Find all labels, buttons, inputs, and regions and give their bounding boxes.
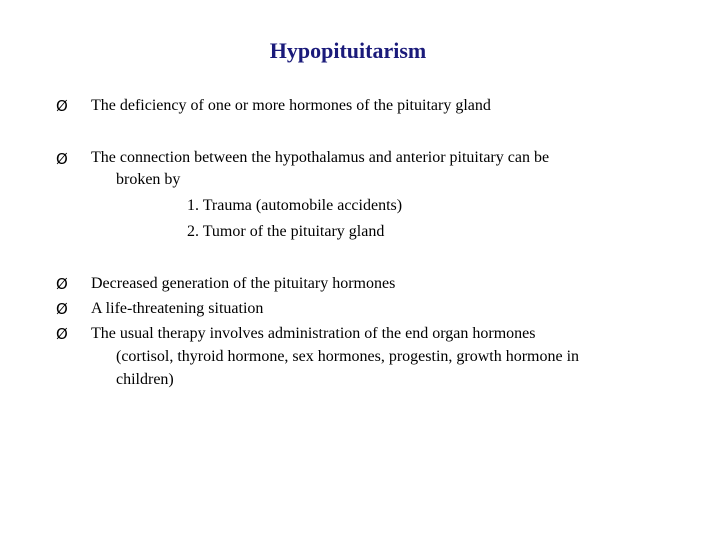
bullet-text: The usual therapy involves administration of the end organ hormones: [91, 325, 536, 342]
bullet-text: A life-threatening situation: [91, 300, 264, 317]
bullet-text: The connection between the hypothalamus and anterior pituitary can be: [91, 149, 550, 166]
slide-title: Hypopituitarism: [269, 38, 427, 63]
bullet-text-continuation: children): [116, 371, 174, 388]
bullet-text: Decreased generation of the pituitary hormones: [91, 275, 396, 292]
sub-item: 2. Tumor of the pituitary gland: [187, 223, 385, 240]
bullet-arrow-icon: Ø: [56, 325, 68, 343]
bullet-text: The deficiency of one or more hormones of the pituitary gland: [91, 97, 491, 114]
bullet-arrow-icon: Ø: [56, 150, 68, 168]
bullet-arrow-icon: Ø: [56, 300, 68, 318]
sub-item: 1. Trauma (automobile accidents): [187, 197, 403, 214]
bullet-arrow-icon: Ø: [56, 275, 68, 293]
bullet-text-continuation: (cortisol, thyroid hormone, sex hormones, progestin, growth hormone in: [116, 348, 580, 365]
bullet-text-continuation: broken by: [116, 171, 181, 188]
bullet-arrow-icon: Ø: [56, 97, 68, 115]
